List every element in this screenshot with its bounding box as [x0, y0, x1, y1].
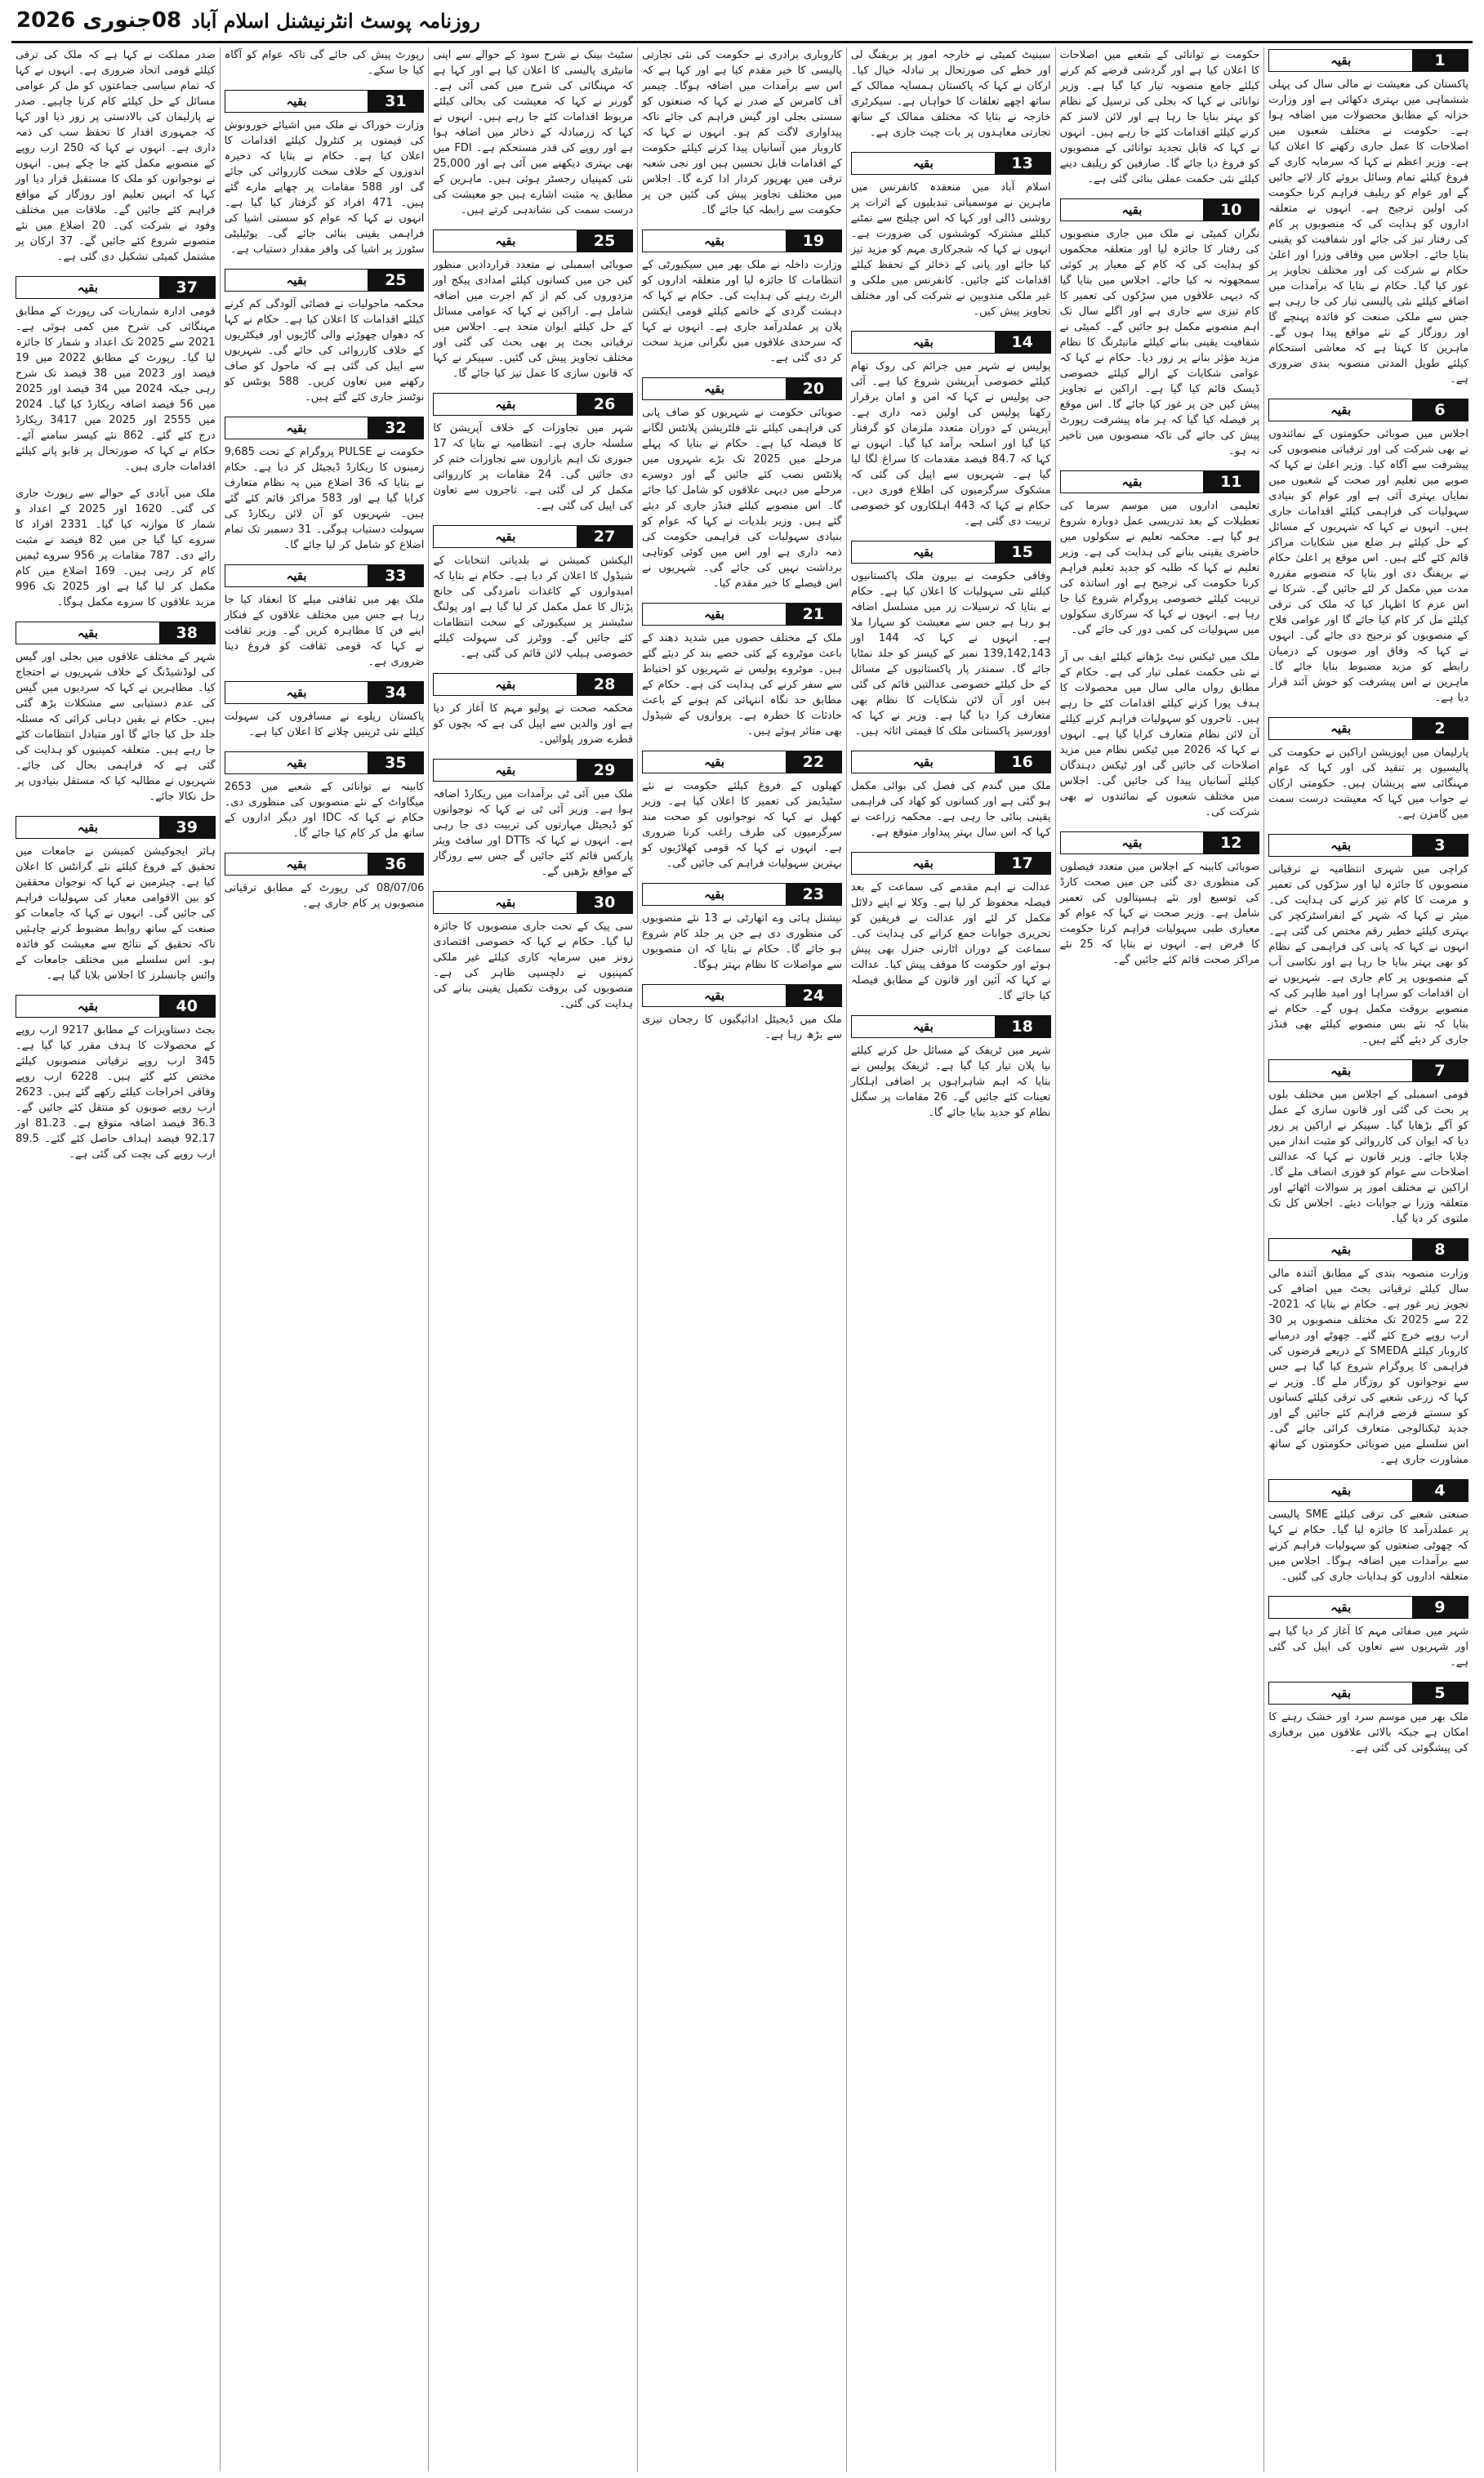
continuation-number: 39: [159, 817, 215, 838]
story-continuation: [1060, 831, 1260, 968]
continuation-label: بقیہ: [1269, 835, 1412, 856]
story-body: وزارت خوراک نے ملک میں اشیائے خورونوش کی قیمتوں پر کنٹرول کیلئے اقدامات کا اعلان کیا ہے۔ حکام نے بتایا کہ ذخیرہ اندوزوں کے خلاف سخت کارروائی کی جائے گی اور 588 مقامات پر چھاپے مارے گئے ہیں۔ 471 افراد کو گرفتار کیا گیا ہے۔ انہوں نے کہا کہ عوام کو سستی اشیا کی فراہمی یقینی بنائی جائے گی۔ یوٹیلیٹی سٹورز پر اشیا کی وافر مقدار دستیاب ہے۔: [224, 119, 425, 256]
continuation-number: 38: [159, 622, 215, 644]
continuation-header: [851, 852, 1051, 875]
story-continuation: [433, 230, 633, 381]
news-column: [1055, 47, 1264, 2471]
continuation-label: بقیہ: [852, 853, 995, 874]
continuation-header: [1268, 1238, 1468, 1261]
story-continuation: [225, 751, 425, 841]
continuation-header: [851, 541, 1051, 564]
story-continuation: [851, 751, 1051, 840]
story-body: ملک میں گندم کی فصل کی بوائی مکمل ہو گئی ہے اور کسانوں کو کھاد کی فراہمی یقینی بنائی جا رہی ہے۔ محکمہ زراعت نے کہا کہ اس سال بہتر پیداوار متوقع ہے۔: [850, 780, 1051, 839]
story-body: سینیٹ کمیٹی نے خارجہ امور پر بریفنگ لی اور خطے کی صورتحال پر تبادلہ خیال کیا۔ ارکان نے کہا کہ پاکستان ہمسایہ ممالک کے ساتھ اچھے تعلقات کا خواہاں ہے۔ سیکرٹری خارجہ نے بتایا کہ مختلف ممالک کے ساتھ تجارتی معاہدوں پر بات چیت جاری ہے۔: [850, 49, 1051, 139]
continuation-header: [1268, 49, 1468, 72]
story-continuation: [225, 90, 425, 257]
continuation-label: بقیہ: [16, 622, 159, 644]
story-body: وزارت داخلہ نے ملک بھر میں سیکیورٹی کے انتظامات کا جائزہ لیا اور متعلقہ اداروں کو الرٹ رہنے کی ہدایت کی۔ حکام نے کہا کہ دہشت گردی کے خاتمے کیلئے قومی ایکشن پلان پر عملدرآمد جاری ہے۔ انہوں نے کہا کہ سرحدی علاقوں میں نگرانی مزید سخت کر دی گئی ہے۔: [642, 259, 842, 364]
story-body: بجٹ دستاویزات کے مطابق 9217 ارب روپے کے محصولات کا ہدف مقرر کیا گیا ہے۔ 345 ارب روپے ترقیاتی منصوبوں کیلئے مختص کئے گئے ہیں۔ 6228 ارب روپے وفاقی اخراجات کیلئے رکھے گئے ہیں۔ 2623 ارب روپے صوبوں کو منتقل کئے جائیں گے۔ 36.3 فیصد اضافہ متوقع ہے۔ 81.23 اور 92.17 فیصد اہداف حاصل کئے گئے۔ 89.5 ارب روپے کی بچت کی گئی ہے۔: [15, 1024, 216, 1161]
continuation-number: 14: [995, 332, 1050, 353]
news-column: [11, 47, 220, 2471]
story-continuation: [1268, 834, 1468, 1048]
continuation-number: 15: [995, 542, 1050, 563]
masthead: [11, 0, 1473, 43]
continuation-label: بقیہ: [643, 751, 786, 773]
continuation-header: [1268, 1596, 1468, 1619]
story-continuation: [16, 47, 216, 265]
continuation-header: [851, 751, 1051, 773]
continuation-header: [16, 995, 216, 1018]
continuation-number: 23: [786, 884, 841, 905]
story-continuation: [851, 852, 1051, 1004]
story-continuation: [642, 984, 842, 1043]
continuation-header: [433, 525, 633, 548]
story-body: سی پیک کے تحت جاری منصوبوں کا جائزہ لیا گیا۔ حکام نے کہا کہ خصوصی اقتصادی زونز میں سرمایہ کاری کیلئے غیر ملکی کمپنیوں نے دلچسپی ظاہر کی ہے۔ منصوبوں کی بروقت تکمیل یقینی بنانے کی ہدایت کی گئی۔: [433, 920, 634, 1010]
story-body: تعلیمی اداروں میں موسم سرما کی تعطیلات کے بعد تدریسی عمل دوبارہ شروع ہو گیا ہے۔ محکمہ تعلیم نے سکولوں میں حاضری یقینی بنانے کی ہدایت کی ہے۔ وزیر تعلیم نے کہا کہ طلبہ کو جدید تعلیم فراہم کرنا حکومت کی ترجیح ہے اور اساتذہ کی تربیت کیلئے خصوصی پروگرام شروع کیا جا رہا ہے۔ انہوں نے کہا کہ سرکاری سکولوں میں سہولیات کی کمی دور کی جائے گی۔: [1059, 500, 1260, 636]
continuation-label: بقیہ: [434, 230, 577, 252]
continuation-header: [1268, 834, 1468, 857]
story-continuation: [433, 47, 633, 218]
story-continuation: [642, 883, 842, 973]
continuation-label: بقیہ: [1061, 832, 1204, 853]
story-continuation: [642, 47, 842, 218]
continuation-header: [225, 564, 425, 587]
continuation-header: [1268, 1059, 1468, 1082]
continuation-header: [1060, 470, 1260, 493]
paper-name: روزنامہ پوسٹ انٹرنیشنل اسلام آباد: [191, 8, 480, 33]
continuation-label: بقیہ: [225, 270, 368, 291]
continuation-number: 33: [368, 565, 423, 586]
story-continuation: [225, 681, 425, 740]
continuation-number: 29: [577, 760, 632, 781]
story-body: قومی اسمبلی کے اجلاس میں مختلف بلوں پر بحث کی گئی اور قانون سازی کے عمل کو آگے بڑھایا گیا۔ سپیکر نے اراکین پر زور دیا کہ ایوان کی کارروائی کو مثبت انداز میں چلایا جائے۔ وزیر قانون نے کہا کہ عدالتی اصلاحات سے عوام کو فوری انصاف ملے گا۔ اراکین نے مختلف امور پر سوالات اٹھائے اور متعلقہ وزرا نے جوابات دیئے۔ اجلاس کل تک ملتوی کر دیا گیا۔: [1268, 1089, 1468, 1225]
continuation-number: 11: [1203, 471, 1259, 492]
continuation-label: بقیہ: [643, 604, 786, 625]
continuation-number: 31: [368, 91, 423, 112]
story-body: کراچی میں شہری انتظامیہ نے ترقیاتی منصوبوں کا جائزہ لیا اور سڑکوں کی تعمیر و مرمت کا کام تیز کرنے کی ہدایت کی۔ میئر نے کہا کہ شہر کے انفراسٹرکچر کی بہتری کیلئے خطیر رقم مختص کی گئی ہے۔ انہوں نے کہا کہ پانی کی فراہمی کے نظام کو بھی بہتر بنایا جا رہا ہے اور نکاسی آب کے منصوبوں پر کام جاری ہے۔ شہریوں نے ان اقدامات کو سراہا اور امید ظاہر کی کہ منصوبے بروقت مکمل ہوں گے۔ حکام نے بتایا کہ نئے بس منصوبے کیلئے بھی فنڈز جاری کر دیئے گئے ہیں۔: [1268, 863, 1468, 1046]
continuation-header: [16, 816, 216, 839]
continuation-label: بقیہ: [16, 277, 159, 298]
continuation-label: بقیہ: [852, 153, 995, 174]
story-body: ملک میں آبادی کے حوالے سے رپورٹ جاری کی گئی۔ 1620 اور 2025 کے اعداد و شمار کا موازنہ کیا گیا۔ 2331 افراد کا سروے کیا گیا جن میں 82 فیصد نے مثبت رائے دی۔ 787 مقامات پر 956 سروے ٹیمیں کام کر رہی ہیں۔ 169 اضلاع میں کام مکمل کر لیا گیا ہے اور 2025 تک 996 مزید علاقوں کا سروے مکمل ہوگا۔: [15, 488, 216, 608]
story-body: ہائر ایجوکیشن کمیشن نے جامعات میں تحقیق کے فروغ کیلئے نئے گرانٹس کا اعلان کیا ہے۔ چیئرمین نے کہا کہ نوجوان محققین کو بین الاقوامی معیار کی سہولیات فراہم کی جائیں گی۔ انہوں نے کہا کہ جامعات کو صنعت کے ساتھ روابط مضبوط کرنے چاہئیں تاکہ تحقیق کے نتائج سے معیشت کو فائدہ ہو۔ اس سلسلے میں مختلف جامعات کے وائس چانسلرز کا اجلاس بلایا گیا ہے۔: [15, 845, 216, 982]
continuation-label: بقیہ: [852, 751, 995, 773]
continuation-number: 28: [577, 674, 632, 695]
continuation-number: 10: [1203, 199, 1259, 221]
continuation-number: 3: [1412, 835, 1468, 856]
continuation-label: بقیہ: [225, 417, 368, 439]
story-continuation: [225, 417, 425, 553]
story-continuation: [16, 486, 216, 610]
news-column: [1263, 47, 1473, 2471]
story-continuation: [433, 891, 633, 1012]
story-continuation: [1268, 49, 1468, 387]
continuation-header: [225, 751, 425, 774]
continuation-label: بقیہ: [643, 378, 786, 399]
continuation-number: 22: [786, 751, 841, 773]
story-body: عدالت نے اہم مقدمے کی سماعت کے بعد فیصلہ محفوظ کر لیا ہے۔ وکلا نے اپنے دلائل مکمل کر لئے اور عدالت نے فریقین کو تحریری جوابات جمع کرانے کی ہدایت کی۔ سماعت کے دوران اٹارنی جنرل بھی پیش ہوئے اور حکومت کا موقف پیش کیا۔ عدالت نے کہا کہ آئین اور قانون کے مطابق فیصلہ کیا جائے گا۔: [850, 881, 1051, 1002]
continuation-label: بقیہ: [16, 996, 159, 1017]
story-body: الیکشن کمیشن نے بلدیاتی انتخابات کے شیڈول کا اعلان کر دیا ہے۔ حکام نے بتایا کہ امیدواروں کے کاغذات نامزدگی کی جانچ پڑتال کا عمل مکمل کر لیا گیا ہے اور پولنگ سٹیشنز پر سیکیورٹی کے سخت انتظامات کئے جائیں گے۔ ووٹرز کی سہولت کیلئے خصوصی ہیلپ لائن قائم کی گئی ہے۔: [433, 555, 634, 660]
story-continuation: [433, 673, 633, 747]
continuation-label: بقیہ: [434, 394, 577, 415]
continuation-label: بقیہ: [434, 526, 577, 547]
story-body: پولیس نے شہر میں جرائم کی روک تھام کیلئے خصوصی آپریشن شروع کیا ہے۔ آئی جی پولیس نے کہا کہ امن و امان برقرار رکھنا پولیس کی اولین ذمہ داری ہے۔ آپریشن کے دوران متعدد ملزمان کو گرفتار کیا گیا اور اسلحہ برآمد کیا گیا۔ انہوں نے کہا کہ 84.7 فیصد مقدمات کا سراغ لگا لیا گیا ہے۔ شہریوں سے اپیل کی گئی کہ مشکوک سرگرمیوں کی اطلاع فوری دیں۔ حکام نے کہا کہ 443 اہلکاروں کو خصوصی تربیت دی گئی ہے۔: [850, 360, 1051, 528]
continuation-number: 6: [1412, 399, 1468, 421]
story-body: ملک میں آئی ٹی برآمدات میں ریکارڈ اضافہ ہوا ہے۔ وزیر آئی ٹی نے کہا کہ نوجوانوں کو ڈیجیٹل مہارتوں کی تربیت دی جا رہی ہے۔ انہوں نے کہا کہ DTTs اور سافٹ ویئر پارکس قائم کئے جائیں گے جس سے روزگار کے مواقع بڑھیں گے۔: [433, 788, 634, 878]
continuation-number: 30: [577, 892, 632, 913]
continuation-number: 7: [1412, 1060, 1468, 1081]
story-continuation: [1268, 717, 1468, 822]
story-continuation: [851, 47, 1051, 140]
continuation-header: [225, 417, 425, 439]
story-continuation: [433, 525, 633, 662]
story-continuation: [433, 759, 633, 880]
continuation-number: 1: [1412, 50, 1468, 71]
story-continuation: [1060, 649, 1260, 820]
story-continuation: [1268, 1238, 1468, 1468]
story-continuation: [642, 230, 842, 366]
continuation-label: بقیہ: [1269, 1480, 1412, 1501]
continuation-header: [225, 90, 425, 113]
story-continuation: [1060, 47, 1260, 187]
story-continuation: [225, 47, 425, 78]
continuation-header: [642, 603, 842, 626]
continuation-number: 5: [1412, 1682, 1468, 1704]
continuation-label: بقیہ: [1269, 399, 1412, 421]
continuation-label: بقیہ: [643, 230, 786, 252]
story-body: اسلام آباد میں منعقدہ کانفرنس میں ماہرین نے موسمیاتی تبدیلیوں کے اثرات پر روشنی ڈالی اور کہا کہ اس چیلنج سے نمٹنے کیلئے مشترکہ کوششوں کی ضرورت ہے۔ انہوں نے کہا کہ شجرکاری مہم کو مزید تیز کیا جائے اور پانی کے ذخائر کے تحفظ کیلئے اقدامات کئے جائیں۔ کانفرنس میں ملکی و غیر ملکی مندوبین نے شرکت کی اور مختلف تجاویز پیش کیں۔: [850, 181, 1051, 318]
continuation-label: بقیہ: [225, 682, 368, 703]
story-body: شہر کے مختلف علاقوں میں بجلی اور گیس کی لوڈشیڈنگ کے خلاف شہریوں نے احتجاج کیا۔ مظاہرین نے کہا کہ سردیوں میں گیس کی عدم دستیابی سے مشکلات بڑھ گئی ہیں۔ حکام نے یقین دہانی کرائی کہ مسئلہ جلد حل کیا جائے گا اور متبادل انتظامات کئے جا رہے ہیں۔ متعلقہ کمپنیوں کو ہدایت کی گئی ہے کہ فراہمی بحال کی جائے۔ شہریوں نے مطالبہ کیا کہ مستقل بنیادوں پر حل نکالا جائے۔: [15, 651, 216, 803]
story-continuation: [1060, 470, 1260, 638]
news-column: [220, 47, 429, 2471]
story-body: 08/07/06 کی رپورٹ کے مطابق ترقیاتی منصوبوں پر کام جاری ہے۔: [224, 882, 425, 910]
story-continuation: [1268, 1059, 1468, 1227]
story-body: صنعتی شعبے کی ترقی کیلئے SME پالیسی پر عملدرآمد کا جائزہ لیا گیا۔ حکام نے کہا کہ چھوٹی صنعتوں کو سہولیات فراہم کرنے سے برآمدات میں اضافہ ہوگا۔ اجلاس میں متعلقہ اداروں کو ہدایات جاری کی گئیں۔: [1268, 1509, 1468, 1583]
continuation-number: 19: [786, 230, 841, 252]
continuation-number: 34: [368, 682, 423, 703]
continuation-label: بقیہ: [643, 884, 786, 905]
story-body: کھیلوں کے فروغ کیلئے حکومت نے نئے سٹیڈیمز کی تعمیر کا اعلان کیا ہے۔ وزیر کھیل نے کہا کہ نوجوانوں کو صحت مند سرگرمیوں کی طرف راغب کرنا ضروری ہے۔ انہوں نے کہا کہ قومی کھلاڑیوں کو بہترین سہولیات فراہم کی جائیں گی۔: [642, 780, 842, 870]
continuation-header: [1268, 717, 1468, 740]
story-body: نیشنل ہائی وے اتھارٹی نے 13 نئے منصوبوں کی منظوری دی ہے جن پر جلد کام شروع ہو جائے گا۔ حکام نے بتایا کہ ان منصوبوں سے مواصلات کا نظام بہتر ہوگا۔: [642, 912, 842, 971]
story-continuation: [851, 331, 1051, 529]
story-body: اجلاس میں صوبائی حکومتوں کے نمائندوں نے بھی شرکت کی اور ترقیاتی منصوبوں کی پیشرفت سے آگاہ کیا۔ وزیر اعلیٰ نے کہا کہ صوبے میں تعلیم اور صحت کے شعبوں میں نمایاں بہتری آئی ہے اور عوام کو بنیادی سہولیات کی فراہمی کیلئے اقدامات جاری ہیں۔ انہوں نے کہا کہ شہریوں کے مسائل کے حل کیلئے ہر ضلع میں شکایات مراکز قائم کئے گئے ہیں۔ اس موقع پر اعلیٰ حکام نے بریفنگ دی اور بتایا کہ منصوبے مقررہ مدت میں مکمل کر لئے جائیں گے۔ شرکا نے اس عزم کا اظہار کیا کہ ملک کی ترقی کیلئے مل کر کام کیا جائے گا اور عوامی فلاح کے منصوبوں کو ترجیح دی جائے گی۔ انہوں نے کہا کہ وفاق اور صوبوں کے درمیان رابطے کو مزید مضبوط بنایا جائے گا۔ ماہرین نے اس پیشرفت کو خوش آئند قرار دیا ہے۔: [1268, 428, 1468, 704]
story-body: ملک کے مختلف حصوں میں شدید دھند کے باعث موٹروے کے کئی حصے بند کر دیئے گئے ہیں۔ موٹروے پولیس نے شہریوں کو احتیاط سے سفر کرنے کی ہدایت کی ہے۔ حکام کے مطابق حد نگاہ انتہائی کم ہونے کے باعث حادثات کا خطرہ ہے۔ پروازوں کے شیڈول بھی متاثر ہوئے ہیں۔: [642, 632, 842, 738]
continuation-number: 12: [1203, 832, 1259, 853]
continuation-number: 36: [368, 853, 423, 875]
continuation-header: [1060, 831, 1260, 854]
continuation-header: [433, 759, 633, 782]
story-continuation: [851, 541, 1051, 739]
continuation-label: بقیہ: [434, 760, 577, 781]
story-continuation: [1268, 1479, 1468, 1584]
story-continuation: [1268, 1682, 1468, 1756]
story-body: شہر میں ٹریفک کے مسائل حل کرنے کیلئے نیا پلان تیار کیا گیا ہے۔ ٹریفک پولیس نے بتایا کہ اہم شاہراہوں پر اضافی اہلکار تعینات کئے جائیں گے۔ 26 مقامات پر سگنل نظام کو جدید بنایا جائے گا۔: [850, 1045, 1051, 1119]
continuation-label: بقیہ: [16, 817, 159, 838]
continuation-number: 20: [786, 378, 841, 399]
story-body: نگران کمیٹی نے ملک میں جاری منصوبوں کی رفتار کا جائزہ لیا اور متعلقہ محکموں کو ہدایت کی کہ کام کے معیار پر کوئی سمجھوتہ نہ کیا جائے۔ اجلاس میں بتایا گیا کہ دیہی علاقوں میں سڑکوں کی تعمیر کا کام تیزی سے جاری ہے اور اگلے سال تک اہم منصوبے مکمل ہو جائیں گے۔ کمیٹی نے شفافیت یقینی بنانے کیلئے مانیٹرنگ کا نظام مزید مؤثر بنانے پر زور دیا۔ حکام نے کہا کہ عوامی شکایات کے ازالے کیلئے خصوصی ڈیسک قائم کیا گیا ہے۔ اراکین نے تجاویز پیش کیں جن پر غور کیا جائے گا۔ اس موقع پر فیصلہ کیا گیا کہ ہر ماہ پیشرفت رپورٹ پیش کی جائے گی تاکہ منصوبوں میں تاخیر نہ ہو۔: [1059, 228, 1260, 457]
continuation-label: بقیہ: [1269, 1060, 1412, 1081]
news-column: [428, 47, 637, 2471]
story-continuation: [225, 853, 425, 911]
continuation-header: [433, 891, 633, 914]
continuation-header: [16, 622, 216, 644]
story-continuation: [851, 1015, 1051, 1121]
continuation-number: 18: [995, 1016, 1050, 1037]
continuation-number: 21: [786, 604, 841, 625]
story-continuation: [225, 564, 425, 670]
news-column: [637, 47, 846, 2471]
continuation-label: بقیہ: [225, 853, 368, 875]
continuation-header: [642, 883, 842, 906]
story-body: حکومت نے PULSE پروگرام کے تحت 9,685 زمینوں کا ریکارڈ ڈیجیٹل کر دیا ہے۔ حکام نے بتایا کہ 36 اضلاع میں یہ نظام متعارف کرایا گیا ہے اور 583 مراکز قائم کئے گئے ہیں۔ شہریوں کو آن لائن ریکارڈ کی سہولت دستیاب ہوگی۔ 31 دسمبر تک تمام اضلاع کو شامل کر لیا جائے گا۔: [224, 446, 425, 551]
issue-date: 08جنوری 2026: [16, 8, 182, 33]
story-body: صوبائی اسمبلی نے متعدد قراردادیں منظور کیں جن میں کسانوں کیلئے امدادی پیکج اور مزدوروں کی کم از کم اجرت میں اضافہ شامل ہے۔ اراکین نے کہا کہ عوامی مسائل کے حل کیلئے ایوان متحد ہے۔ اجلاس میں ترقیاتی بجٹ پر بھی بحث کی گئی اور مختلف تجاویز پیش کی گئیں۔ سپیکر نے کہا کہ قانون سازی کا عمل تیز کیا جائے گا۔: [433, 259, 634, 380]
story-body: کابینہ نے توانائی کے شعبے میں 2653 میگاواٹ کے نئے منصوبوں کی منظوری دی۔ حکام نے کہا کہ IDC اور دیگر اداروں کے ساتھ مل کر کام کیا جائے گا۔: [224, 781, 425, 840]
continuation-label: بقیہ: [1269, 718, 1412, 739]
story-body: محکمہ ماحولیات نے فضائی آلودگی کم کرنے کیلئے اقدامات کا اعلان کیا ہے۔ حکام نے کہا کہ دھواں چھوڑنے والی گاڑیوں اور فیکٹریوں کے خلاف کارروائی کی جائے گی۔ شہریوں سے اپیل کی گئی ہے کہ ماحول کو صاف رکھنے میں تعاون کریں۔ 588 یونٹس کو نوٹسز جاری کئے گئے ہیں۔: [224, 298, 425, 403]
story-body: سٹیٹ بینک نے شرح سود کے حوالے سے اپنی مانیٹری پالیسی کا اعلان کیا ہے اور کہا ہے کہ مہنگائی کی شرح میں کمی آئی ہے۔ گورنر نے کہا کہ معیشت کی بحالی کیلئے مربوط اقدامات کئے جا رہے ہیں۔ انہوں نے کہا کہ زرمبادلہ کے ذخائر میں اضافہ ہوا ہے اور روپے کی قدر مستحکم ہے۔ FDI میں بھی بہتری دیکھنے میں آئی ہے اور 25,000 نئی کمپنیاں رجسٹر ہوئی ہیں۔ ماہرین کے مطابق یہ مثبت اشارے ہیں جو معیشت کی درست سمت کی نشاندہی کرتے ہیں۔: [433, 49, 634, 216]
continuation-header: [433, 393, 633, 416]
story-continuation: [16, 622, 216, 804]
continuation-header: [225, 269, 425, 292]
continuation-label: بقیہ: [1269, 1239, 1412, 1260]
story-body: ملک میں ٹیکس نیٹ بڑھانے کیلئے ایف بی آر نے نئی حکمت عملی تیار کی ہے۔ حکام کے مطابق رواں مالی سال میں محصولات کا ہدف پورا کرنے کیلئے اقدامات کئے جا رہے ہیں۔ تاجروں کو سہولیات فراہم کرنے کیلئے آن لائن نظام متعارف کرایا گیا ہے۔ انہوں نے کہا کہ 2026 میں ٹیکس نظام میں مزید اصلاحات کی جائیں گی اور ٹیکس دہندگان کیلئے آسانیاں پیدا کی جائیں گی۔ اجلاس میں مختلف شعبوں کے نمائندوں نے بھی شرکت کی۔: [1059, 651, 1260, 818]
continuation-header: [1060, 198, 1260, 221]
story-body: پاکستان ریلوے نے مسافروں کی سہولت کیلئے نئی ٹرینیں چلانے کا اعلان کیا ہے۔: [224, 711, 425, 738]
story-body: وفاقی حکومت نے بیرون ملک پاکستانیوں کیلئے نئی سہولیات کا اعلان کیا ہے۔ حکام نے بتایا کہ ترسیلات زر میں مسلسل اضافہ ہو رہا ہے جس سے معیشت کو سہارا ملا ہے۔ انہوں نے کہا کہ 144 اور 139,142,143 نمبر کے کیسز کو جلد نمٹایا جائے گا۔ سمندر پار پاکستانیوں کے مسائل کے حل کیلئے خصوصی عدالتیں قائم کی گئی ہیں اور آن لائن شکایات کا نظام بھی متعارف کرا دیا گیا ہے۔ وزیر نے کہا کہ اوورسیز پاکستانی ملک کا قیمتی اثاثہ ہیں۔: [850, 570, 1051, 738]
story-body: ملک بھر میں موسم سرد اور خشک رہنے کا امکان ہے جبکہ بالائی علاقوں میں برفباری کی پیشگوئی کی گئی ہے۔: [1268, 1711, 1468, 1754]
continuation-number: 25: [577, 230, 632, 252]
story-continuation: [16, 816, 216, 983]
continuation-number: 27: [577, 526, 632, 547]
continuation-number: 17: [995, 853, 1050, 874]
story-continuation: [16, 995, 216, 1162]
continuation-number: 9: [1412, 1597, 1468, 1618]
story-continuation: [1268, 1596, 1468, 1670]
continuation-number: 37: [159, 277, 215, 298]
continuation-label: بقیہ: [434, 674, 577, 695]
story-body: صدر مملکت نے کہا ہے کہ ملک کی ترقی کیلئے قومی اتحاد ضروری ہے۔ انہوں نے کہا کہ تمام سیاسی جماعتوں کو مل کر عوامی مسائل کے حل کیلئے کام کرنا چاہیے۔ صدر نے پارلیمان کی بالادستی پر زور دیا اور کہا کہ جمہوری اقدار کا تحفظ سب کی ذمہ داری ہے۔ انہوں نے کہا کہ 250 ارب روپے کے منصوبے مکمل کئے جا چکے ہیں۔ انہوں نے نوجوانوں کو ملک کا مستقبل قرار دیا اور کہا کہ انہیں تعلیم اور روزگار کے مواقع فراہم کئے جائیں گے۔ ملاقات میں مختلف وفود نے شرکت کی۔ 20 اضلاع میں نئے منصوبے شروع کئے جائیں گے۔ 37 ارکان پر مشتمل کمیٹی تشکیل دی گئی ہے۔: [15, 49, 216, 263]
continuation-header: [1268, 1682, 1468, 1705]
story-continuation: [851, 152, 1051, 319]
continuation-header: [1268, 1479, 1468, 1502]
continuation-label: بقیہ: [852, 1016, 995, 1037]
continuation-header: [642, 984, 842, 1007]
continuation-header: [851, 152, 1051, 175]
continuation-label: بقیہ: [643, 985, 786, 1006]
continuation-number: 26: [577, 394, 632, 415]
continuation-number: 35: [368, 752, 423, 773]
story-body: کاروباری برادری نے حکومت کی نئی تجارتی پالیسی کا خیر مقدم کیا ہے اور کہا ہے کہ اس سے برآمدات میں اضافہ ہوگا۔ چیمبر آف کامرس کے صدر نے کہا کہ صنعتوں کو سستی بجلی اور گیس فراہم کی جائے تاکہ پیداواری لاگت کم ہو۔ انہوں نے کہا کہ کاروبار میں آسانیاں پیدا کرنے کیلئے حکومت کے اقدامات قابل تحسین ہیں اور نجی شعبہ ترقی میں بھرپور کردار ادا کرے گا۔ اجلاس میں مختلف تجاویز پیش کی گئیں جن پر حکومت سے رابطہ کیا جائے گا۔: [642, 49, 842, 216]
continuation-label: بقیہ: [225, 752, 368, 773]
continuation-number: 25: [368, 270, 423, 291]
story-continuation: [1268, 399, 1468, 706]
story-body: شہر میں تجاوزات کے خلاف آپریشن کا سلسلہ جاری ہے۔ انتظامیہ نے بتایا کہ 17 جنوری تک اہم بازاروں سے تجاوزات ختم کر دی جائیں گی۔ 24 مقامات پر کارروائی مکمل کر لی گئی ہے۔ تاجروں سے تعاون کی اپیل کی گئی ہے۔: [433, 422, 634, 512]
continuation-number: 4: [1412, 1480, 1468, 1501]
continuation-header: [225, 853, 425, 876]
continuation-number: 32: [368, 417, 423, 439]
story-body: ملک بھر میں ثقافتی میلے کا انعقاد کیا جا رہا ہے جس میں مختلف علاقوں کے فنکار اپنے فن کا مظاہرہ کریں گے۔ وزیر ثقافت نے کہا کہ قومی ثقافت کو فروغ دینا ضروری ہے۔: [224, 594, 425, 668]
story-body: ملک میں ڈیجیٹل ادائیگیوں کا رجحان تیزی سے بڑھ رہا ہے۔: [642, 1014, 842, 1041]
continuation-label: بقیہ: [1061, 471, 1204, 492]
continuation-label: بقیہ: [852, 332, 995, 353]
continuation-number: 40: [159, 996, 215, 1017]
column-grid: [11, 47, 1473, 2471]
story-continuation: [642, 603, 842, 739]
continuation-number: 2: [1412, 718, 1468, 739]
story-body: حکومت نے توانائی کے شعبے میں اصلاحات کا اعلان کیا ہے اور گردشی قرضے کم کرنے کیلئے جامع منصوبہ تیار کیا گیا ہے۔ وزیر توانائی نے کہا کہ بجلی کی ترسیل کے نظام کو بہتر بنایا جا رہا ہے اور لائن لاسز کم کرنے کیلئے اقدامات کئے جا رہے ہیں۔ انہوں نے کہا کہ قابل تجدید توانائی کے منصوبوں کو فروغ دیا جائے گا۔ صارفین کو ریلیف دینے کیلئے نئی حکمت عملی بنائی گئی ہے۔: [1059, 49, 1260, 185]
story-continuation: [433, 393, 633, 514]
continuation-header: [433, 673, 633, 696]
story-body: قومی ادارہ شماریات کی رپورٹ کے مطابق مہنگائی کی شرح میں کمی ہوئی ہے۔ 2021 سے 2025 تک اعداد و شمار کا جائزہ لیا گیا۔ رپورٹ کے مطابق 2022 میں 19 فیصد اور 2023 میں 38 فیصد تک شرح رہی جبکہ 2024 میں 34 فیصد اور 2025 میں 56 فیصد اضافہ ریکارڈ کیا گیا۔ 2024 میں 2555 اور 2025 میں 3417 ریکارڈ درج کئے گئے۔ 862 نئے کیسز سامنے آئے۔ حکام نے کہا کہ صورتحال پر قابو پانے کیلئے اقدامات جاری ہیں۔: [15, 305, 216, 473]
continuation-header: [851, 1015, 1051, 1038]
continuation-label: بقیہ: [434, 892, 577, 913]
continuation-number: 8: [1412, 1239, 1468, 1260]
continuation-label: بقیہ: [1061, 199, 1204, 221]
continuation-label: بقیہ: [1269, 1682, 1412, 1704]
continuation-label: بقیہ: [1269, 50, 1412, 71]
news-column: [846, 47, 1055, 2471]
story-body: صوبائی حکومت نے شہریوں کو صاف پانی کی فراہمی کیلئے نئے فلٹریشن پلانٹس لگانے کا فیصلہ کیا ہے۔ حکام نے بتایا کہ پہلے مرحلے میں 2025 تک بڑے شہروں میں پلانٹس نصب کئے جائیں گے اور دوسرے مرحلے میں دیہی علاقوں کو شامل کیا جائے گا۔ اس منصوبے کیلئے فنڈز جاری کر دیئے گئے ہیں۔ وزیر بلدیات نے کہا کہ عوام کو بنیادی سہولیات کی فراہمی حکومت کی ذمہ داری ہے اور اس میں کوئی کوتاہی برداشت نہیں کی جائے گی۔ شہریوں نے اس فیصلے کا خیر مقدم کیا۔: [642, 407, 842, 590]
continuation-label: بقیہ: [225, 565, 368, 586]
continuation-number: 16: [995, 751, 1050, 773]
story-continuation: [225, 269, 425, 405]
story-continuation: [1060, 198, 1260, 459]
continuation-label: بقیہ: [225, 91, 368, 112]
continuation-header: [225, 681, 425, 704]
story-body: شہر میں صفائی مہم کا آغاز کر دیا گیا ہے اور شہریوں سے تعاون کی اپیل کی گئی ہے۔: [1268, 1625, 1468, 1669]
story-continuation: [642, 751, 842, 871]
story-body: محکمہ صحت نے پولیو مہم کا آغاز کر دیا ہے اور والدین سے اپیل کی ہے کہ بچوں کو قطرے ضرور پلوائیں۔: [433, 702, 634, 746]
continuation-label: بقیہ: [852, 542, 995, 563]
story-continuation: [642, 377, 842, 591]
continuation-number: 24: [786, 985, 841, 1006]
story-continuation: [16, 276, 216, 475]
continuation-header: [642, 751, 842, 773]
continuation-header: [433, 230, 633, 252]
continuation-header: [642, 377, 842, 400]
continuation-header: [16, 276, 216, 299]
continuation-header: [851, 331, 1051, 354]
continuation-label: بقیہ: [1269, 1597, 1412, 1618]
story-body: پارلیمان میں اپوزیشن اراکین نے حکومت کی پالیسیوں پر تنقید کی اور کہا کہ عوام مہنگائی سے پریشان ہیں۔ حکومتی ارکان نے جواب میں کہا کہ معیشت درست سمت میں گامزن ہے۔: [1268, 747, 1468, 821]
continuation-header: [642, 230, 842, 252]
story-body: رپورٹ پیش کی جائے گی تاکہ عوام کو آگاہ کیا جا سکے۔: [224, 49, 425, 77]
continuation-number: 13: [995, 153, 1050, 174]
story-body: پاکستان کی معیشت نے مالی سال کی پہلی ششماہی میں بہتری دکھائی ہے اور وزارت خزانہ کے مطابق محصولات میں اضافہ ہوا ہے۔ حکومت نے مختلف شعبوں میں اصلاحات کا عمل جاری رکھنے کا اعلان کیا ہے۔ وزیر اعظم نے کہا کہ سرمایہ کاری کے فروغ کیلئے تمام وسائل بروئے کار لائے جائیں گے اور عوام کو ریلیف فراہم کرنا حکومت کی اولین ترجیح ہے۔ انہوں نے متعلقہ اداروں کو ہدایت کی کہ منصوبوں پر کام کی رفتار تیز کی جائے اور شفافیت کو یقینی بنایا جائے۔ اجلاس میں وفاقی وزرا اور اعلیٰ حکام نے شرکت کی اور مختلف تجاویز پر غور کیا گیا۔ حکام نے بتایا کہ برآمدات میں اضافے کیلئے نئی پالیسی تیار کی جا رہی ہے جس سے ملکی صنعت کو فائدہ پہنچے گا اور روزگار کے نئے مواقع پیدا ہوں گے۔ ماہرین کا کہنا ہے کہ معاشی استحکام کیلئے طویل المدتی منصوبہ بندی ضروری ہے۔: [1268, 78, 1468, 386]
continuation-header: [1268, 399, 1468, 421]
story-body: وزارت منصوبہ بندی کے مطابق آئندہ مالی سال کیلئے ترقیاتی بجٹ میں اضافے کی تجویز زیر غور ہے۔ حکام نے بتایا کہ 2021-22 سے 2025 تک مختلف منصوبوں پر 30 ارب روپے خرچ کئے گئے۔ چھوٹے اور درمیانے کاروبار کیلئے SMEDA کے ذریعے قرضوں کی فراہمی کا پروگرام شروع کیا گیا ہے جس سے نوجوانوں کو روزگار ملے گا۔ وزیر نے کہا کہ زرعی شعبے کی ترقی کیلئے کسانوں کو سستے قرضے فراہم کئے جائیں گے اور جدید ٹیکنالوجی متعارف کرائی جائے گی۔ اس سلسلے میں صوبائی حکومتوں کے ساتھ مشاورت جاری ہے۔: [1268, 1268, 1468, 1466]
story-body: صوبائی کابینہ کے اجلاس میں متعدد فیصلوں کی منظوری دی گئی جن میں صحت کارڈ کی توسیع اور نئے ہسپتالوں کی تعمیر شامل ہے۔ وزیر صحت نے کہا کہ عوام کو معیاری طبی سہولیات فراہم کرنا حکومت کا فرض ہے۔ انہوں نے بتایا کہ 25 نئے مراکز صحت قائم کئے جائیں گے۔: [1059, 861, 1260, 966]
